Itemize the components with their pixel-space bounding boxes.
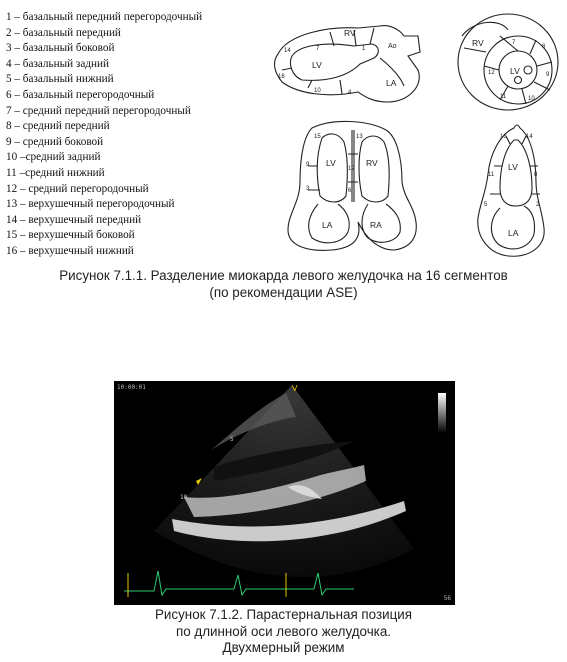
plax-seg-label: 7: [316, 46, 320, 52]
sax-seg-label: 11: [500, 94, 507, 100]
a4c-seg-label: 15: [314, 134, 321, 140]
a4c-seg-label: 6: [348, 188, 352, 194]
echo-timestamp: 10:00:01: [117, 384, 146, 391]
legend-item: 2 – базальный передний: [6, 26, 121, 39]
plax-seg-label: 4: [348, 90, 352, 96]
depth-mark: 5: [230, 436, 234, 443]
plax-seg-label: 10: [314, 88, 321, 94]
legend-item: 15 – верхушечный боковой: [6, 229, 135, 242]
legend-item: 14 – верхушечный передний: [6, 213, 142, 226]
caption-line: Рисунок 7.1.2. Парастернальная позиция: [155, 607, 412, 622]
legend-item: 4 – базальный задний: [6, 57, 109, 70]
a2c-seg-label: 14: [526, 134, 533, 140]
a2c-seg-label: 2: [536, 202, 540, 208]
a2c-seg-label: 11: [488, 172, 495, 178]
plax-seg-label: 16: [278, 74, 285, 80]
echo-frame-number: 56: [443, 595, 451, 602]
a4c-la-label: LA: [322, 220, 333, 230]
segment-legend: [6, 10, 202, 260]
legend-item: 6 – базальный перегородочный: [6, 88, 155, 101]
a4c-ra-label: RA: [370, 220, 382, 230]
legend-item: 5 – базальный нижний: [6, 73, 114, 86]
plax-ao-label: Ao: [388, 43, 397, 50]
probe-marker: V: [292, 384, 298, 393]
caption-line: (по рекомендации ASE): [209, 284, 358, 300]
legend-item: 9 – средний боковой: [6, 135, 104, 148]
plax-la-label: LA: [386, 78, 397, 88]
a4c-view: [288, 121, 416, 250]
a2c-seg-label: 5: [484, 202, 488, 208]
legend-item: 11 –средний нижний: [6, 166, 105, 179]
lv-segments-diagram: [268, 6, 564, 258]
legend-item: 16 – верхушечный нижний: [6, 244, 134, 257]
legend-item: 10 –средний задний: [6, 151, 101, 164]
a2c-la-label: LA: [508, 228, 519, 238]
plax-seg-label: 1: [362, 46, 366, 52]
plax-lv-label: LV: [312, 60, 322, 70]
sax-lv-label: LV: [510, 66, 520, 76]
legend-item: 8 – средний передний: [6, 120, 110, 133]
figure-caption-1: [0, 268, 567, 301]
a4c-seg-label: 3: [306, 186, 310, 192]
depth-mark: 10: [180, 494, 188, 501]
sax-seg-label: 8: [542, 44, 546, 50]
sax-seg-label: 9: [546, 72, 550, 78]
legend-item: 12 – средний перегородочный: [6, 182, 149, 195]
a4c-seg-label: 9: [306, 162, 310, 168]
a4c-rv-label: RV: [366, 158, 378, 168]
a4c-seg-label: 13: [356, 134, 363, 140]
echo-sector: [114, 381, 455, 605]
sax-seg-label: 12: [488, 70, 495, 76]
sax-seg-label: 10: [528, 96, 535, 102]
a2c-view: [478, 125, 544, 256]
a4c-seg-label: 12: [348, 166, 355, 172]
a2c-seg-label: 16: [500, 134, 507, 140]
legend-item: 13 – верхушечный перегородочный: [6, 198, 175, 211]
legend-item: 3 – базальный боковой: [6, 42, 115, 55]
sax-rv-label: RV: [472, 38, 484, 48]
caption-line: по длинной оси левого желудочка.: [175, 623, 392, 639]
echocardiogram-image: [114, 381, 455, 605]
a2c-seg-label: 8: [534, 172, 538, 178]
a2c-lv-label: LV: [508, 162, 518, 172]
a4c-lv-label: LV: [326, 158, 336, 168]
plax-seg-label: 14: [284, 48, 291, 54]
plax-rv-label: RV: [344, 28, 356, 38]
legend-item: 7 – средний передний перегородочный: [6, 104, 191, 117]
legend-item: 1 – базальный передний перегородочный: [6, 11, 203, 23]
caption-line: Рисунок 7.1.1. Разделение миокарда левого желудочка на 16 сегментов: [59, 268, 508, 283]
sax-view: [458, 14, 558, 110]
figure-caption-2: [112, 607, 455, 657]
caption-line: Двухмерный режим: [222, 640, 345, 655]
plax-view: [275, 26, 420, 102]
sax-seg-label: 7: [512, 40, 516, 46]
